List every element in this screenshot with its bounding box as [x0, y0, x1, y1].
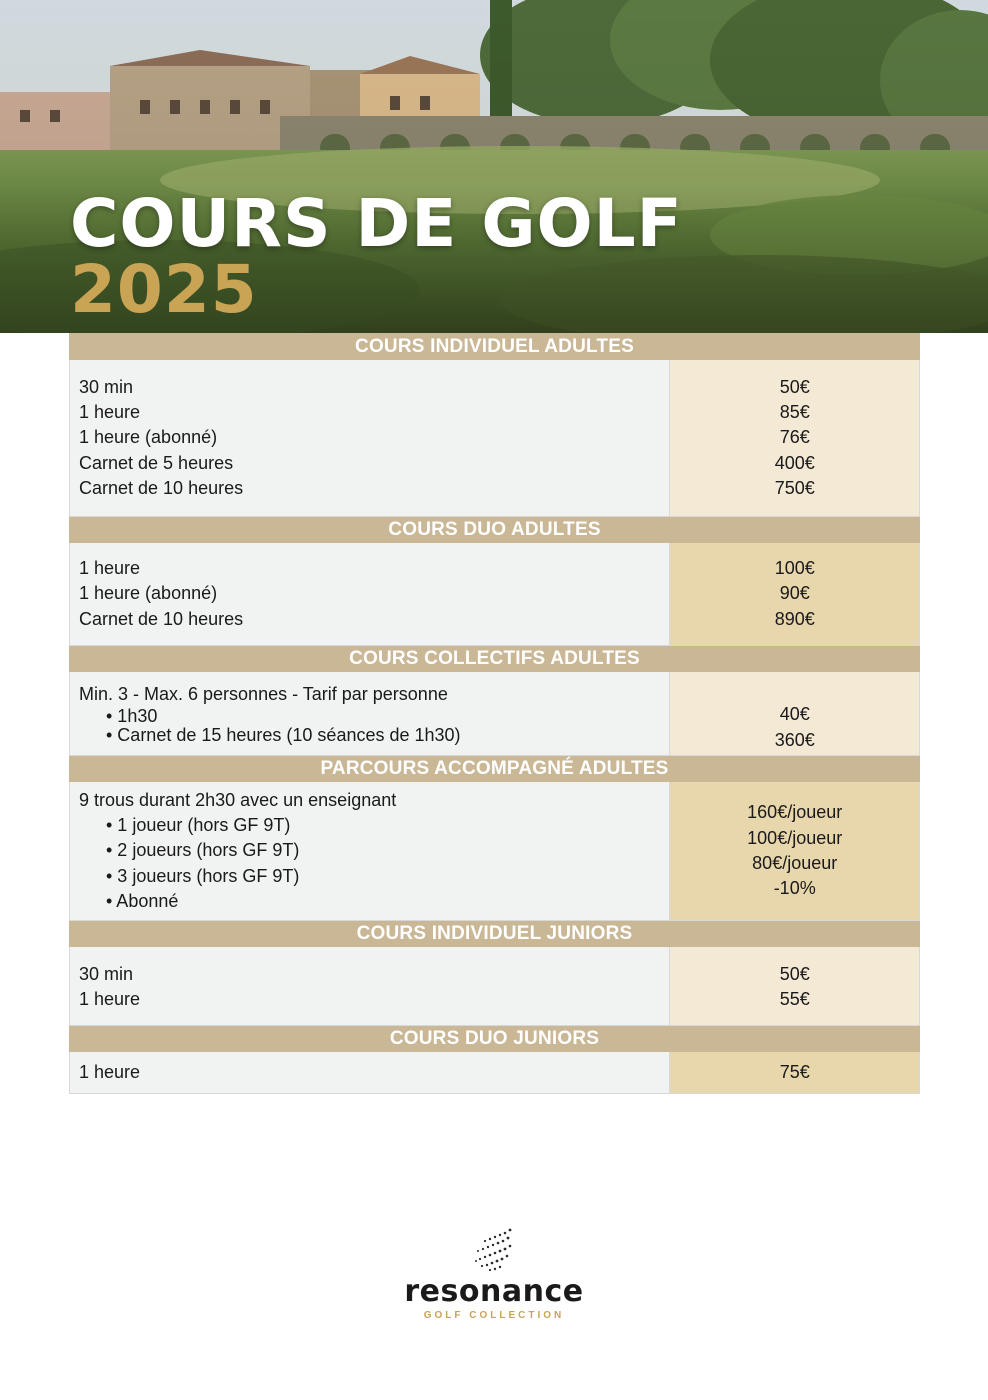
lesson-label: 30 min [79, 376, 134, 397]
label-cell [70, 1052, 670, 1094]
lesson-label: Carnet de 10 heures [79, 608, 244, 629]
brand-subtitle: GOLF COLLECTION [423, 1310, 565, 1321]
section-header [70, 921, 920, 947]
price-value: 50€ [779, 376, 810, 397]
price-cell [670, 1052, 920, 1094]
bullet-item: • Abonné [106, 890, 179, 911]
lesson-label: 1 heure (abonné) [79, 583, 218, 604]
bullet-item: • 1 joueur (hors GF 9T) [106, 815, 291, 836]
bullet-item: • Carnet de 15 heures (10 séances de 1h30) [106, 725, 461, 746]
lesson-label: Carnet de 10 heures [79, 477, 244, 498]
price-cell [670, 543, 920, 646]
section-header [70, 646, 920, 672]
price-cell [670, 360, 920, 517]
brand-logo [0, 1226, 988, 1322]
label-cell [70, 947, 670, 1026]
bullet-item: • 1h30 [106, 706, 158, 727]
golf-ball-dots-icon [472, 1226, 516, 1272]
lesson-label: Carnet de 5 heures [79, 452, 234, 473]
section-header [70, 1026, 920, 1052]
lesson-label: 1 heure [79, 1061, 141, 1082]
table-row [70, 360, 920, 517]
price-value: 750€ [774, 477, 815, 498]
group-intro: Min. 3 - Max. 6 personnes - Tarif par personne [79, 683, 448, 704]
price-value: 100€/joueur [747, 827, 843, 848]
table-row [70, 947, 920, 1026]
lesson-label: 1 heure (abonné) [79, 427, 218, 448]
section-title: COURS INDIVIDUEL ADULTES [70, 334, 920, 360]
section-header [70, 334, 920, 360]
brand-name: resonance [404, 1274, 584, 1309]
table-row [70, 672, 920, 756]
price-value: 100€ [774, 558, 815, 579]
price-value: 90€ [779, 583, 810, 604]
price-value: 160€/joueur [747, 802, 843, 823]
price-cell [670, 947, 920, 1026]
label-cell [70, 672, 670, 756]
price-value: 40€ [779, 704, 810, 725]
section-title: COURS INDIVIDUEL JUNIORS [70, 921, 920, 947]
section-header [70, 517, 920, 543]
section-header [70, 756, 920, 782]
price-value: 85€ [779, 402, 810, 423]
group-intro: 9 trous durant 2h30 avec un enseignant [79, 789, 397, 810]
section-title: COURS DUO JUNIORS [70, 1026, 920, 1052]
price-cell [670, 672, 920, 756]
page-title: COURS DE GOLF [70, 185, 683, 262]
bullet-item: • 2 joueurs (hors GF 9T) [106, 840, 300, 861]
price-value: 50€ [779, 964, 810, 984]
price-value: 80€/joueur [752, 853, 838, 873]
price-value: 76€ [779, 427, 810, 448]
section-title: COURS COLLECTIFS ADULTES [70, 646, 920, 672]
price-value: 75€ [779, 1061, 810, 1082]
hero-banner [0, 0, 988, 333]
bullet-item: • 3 joueurs (hors GF 9T) [106, 865, 300, 886]
lesson-label: 1 heure [79, 989, 141, 1010]
price-cell [670, 782, 920, 921]
price-table [69, 333, 920, 1094]
price-value: 890€ [774, 608, 815, 629]
section-title: PARCOURS ACCOMPAGNÉ ADULTES [70, 756, 920, 782]
table-row [70, 782, 920, 921]
lesson-label: 1 heure [79, 558, 141, 579]
price-value: 55€ [779, 989, 810, 1010]
label-cell [70, 360, 670, 517]
page-year: 2025 [70, 251, 258, 328]
label-cell [70, 543, 670, 646]
lesson-label: 1 heure [79, 402, 141, 423]
table-row [70, 1052, 920, 1094]
section-title: COURS DUO ADULTES [70, 517, 920, 543]
price-value: -10% [773, 878, 816, 899]
price-value: 360€ [774, 729, 815, 750]
label-cell [70, 782, 670, 921]
lesson-label: 30 min [79, 964, 134, 984]
price-value: 400€ [774, 452, 815, 473]
table-row [70, 543, 920, 646]
